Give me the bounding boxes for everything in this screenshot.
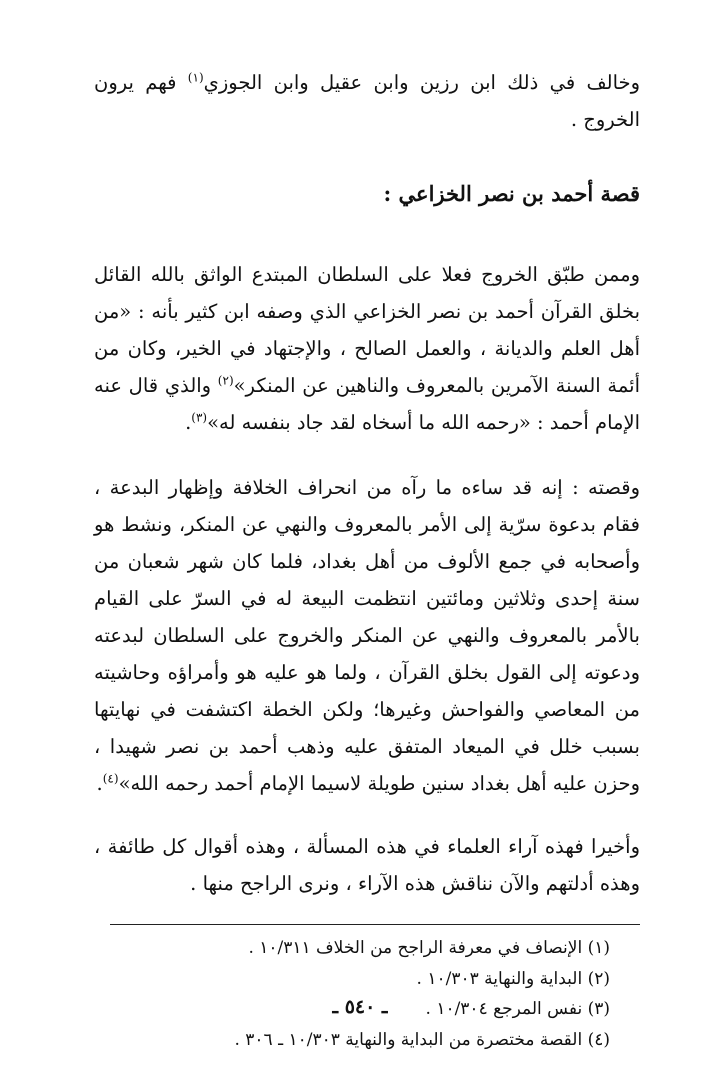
footnote-ref-4: (٤): [102, 771, 119, 786]
footnote-4: (٤) القصة مختصرة من البداية والنهاية ١٠/٣٠٣ ـ ٣٠٦ .: [234, 1029, 610, 1050]
intro-paragraph: [94, 64, 640, 138]
page-number: ـ ٥٤٠ ـ: [332, 996, 388, 1018]
footnote-ref-3: (٣): [191, 410, 208, 425]
footnote-3: (٣) نفس المرجع ١٠/٣٠٤ .: [425, 999, 610, 1019]
footnote-ref-2: (٢): [217, 373, 234, 388]
intro-text: وخالف في ذلك ابن رزين وابن عقيل وابن الجوزي: [203, 71, 640, 94]
final-paragraph: وأخيرا فهذه آراء العلماء في هذه المسألة ، وهذه أقوال كل طائفة ، وهذه أدلتهم والآن نناقش هذه الآراء ، ونرى الراجح منها .: [94, 835, 640, 895]
footnotes: [94, 933, 640, 1055]
footnote-ref-1: (١): [187, 70, 204, 85]
story-middle: والذي قال عنه الإمام أحمد : «رحمه الله ما أسخاه لقد جاد بنفسه له»: [94, 374, 640, 434]
qissa-tail: .: [96, 772, 103, 795]
qissa-text: وقصته : إنه قد ساءه ما رآه من انحراف الخلافة وإظهار البدعة ، فقام بدعوة سرّية إلى الأمر بالمعروف والنهي عن المنكر، ونشط هو وأصحابه في جمع الألوف من أهل بغداد، فلما كان شهر شعبان من سنة إحدى وثلاثين ومائتين انتظمت البيعة له في السرّ على القيام بالأمر بالمعروف والنهي عن المنكر والخروج على السلطان لبدعته ودعوته إلى القول بخلق القرآن ، ولما هو عليه هو وأمراؤه وحاشيته من المعاصي والفواحش وغيرها؛ ولكن الخطة اكتشفت في نهايتها بسبب خلل في الميعاد المتفق عليه وذهب أحمد بن نصر شهيدا ، وحزن عليه أهل بغداد سنين طويلة لاسيما الإمام أحمد رحمه الله»: [94, 476, 640, 795]
footnote-2: (٢) البداية والنهاية ١٠/٣٠٣ .: [416, 968, 610, 989]
footnote-1: (١) الإنصاف في معرفة الراجح من الخلاف ١٠/٣١١ .: [248, 938, 610, 958]
story-tail: .: [185, 411, 192, 434]
intro-tail: فهم يرون الخروج .: [94, 71, 640, 131]
qissa-paragraph: [94, 469, 640, 802]
section-heading: قصة أحمد بن نصر الخزاعي :: [383, 181, 640, 206]
footnote-separator: [110, 924, 640, 925]
story-paragraph: [94, 256, 640, 441]
story-text: وممن طبّق الخروج فعلا على السلطان المبتدع الواثق بالله القائل بخلق القرآن أحمد بن نصر الخزاعي الذي وصفه ابن كثير بأنه : «من أهل العلم والديانة ، والعمل الصالح ، والإجتهاد في الخير، وكان من أئمة السنة الآمرين بالمعروف والناهين عن المنكر»: [94, 263, 640, 397]
